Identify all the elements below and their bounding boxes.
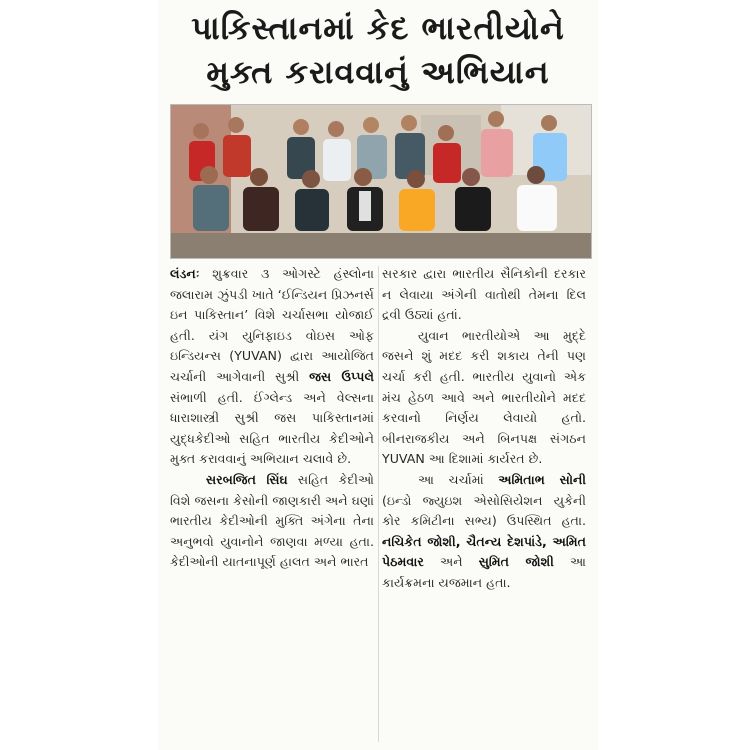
- headline: [158, 6, 598, 94]
- person-name-amitabh-soni: અમિતાભ સોની: [498, 471, 586, 487]
- person-name-sarabjit: સરબજિત સિંઘ: [206, 471, 288, 487]
- dateline: લંડનઃ: [170, 266, 200, 281]
- person-name-sumit-joshi: સુમિત જોશી: [478, 554, 554, 570]
- paragraph-5-text-d: આ કાર્યક્રમના યજમાન હતા.: [382, 554, 586, 590]
- person-name-jas-uppal: જસ ઉપ્પલે: [309, 368, 374, 384]
- headline-line-1: પાકિસ્તાનમાં કેદ ભારતીયોને: [191, 9, 565, 47]
- paragraph-2-text: સહિત કેદીઓ વિશે જસના કેસોની જાણકારી અને ઘણાં ભારતીય કેદીઓની મુક્તિ અંગેના તેના અનુભવો યુવાનોને જાણવા મળ્યા હતા. કેદીઓની યાતનાપૂર્ણ હાલત અને ભારત: [170, 471, 374, 570]
- article-column-right: [382, 264, 586, 594]
- person-names-hosts: નચિકેત જોશી, ચૈતન્ય દેશપાંડે, અમિત પેઠમવાર: [382, 533, 586, 570]
- group-photo: [170, 104, 592, 259]
- paragraph-2: [170, 470, 374, 573]
- paragraph-1-text-b: સંભાળી હતી. ઈંગ્લેન્ડ અને વેલ્સના ધારાશાસ્ત્રી સુશ્રી જસ પાકિસ્તાનમાં યુદ્ધકેદીઓ સહિત ભારતીય કેદીઓને મુક્ત કરાવવાનું અભિયાન ચલાવે છે.: [170, 389, 374, 467]
- paragraph-3: સરકાર દ્વારા ભારતીય સૈનિકોની દરકાર ન લેવાયા અંગેની વાતોથી તેમના દિલ દ્રવી ઉઠ્યાં હતાં.: [382, 266, 586, 323]
- paragraph-1-text-a: શુક્રવાર ૩ ઓગસ્ટે હંસ્લોના જલારામ ઝુંપડી ખાતે ‘ઈન્ડિયન પ્રિઝનર્સ ઇન પાકિસ્તાન’ વિશે ચર્ચાસભા યોજાઈ હતી. યંગ યુનિફાઇડ વોઇસ ઓફ ઇન્ડિયન્સ (YUVAN) દ્વારા આયોજિત ચર્ચાની આગેવાની સુશ્રી: [170, 266, 374, 384]
- paragraph-4: યુવાન ભારતીયોએ આ મુદ્દે જસને શું મદદ કરી શકાય તેની પણ ચર્ચા કરી હતી. ભારતીય યુવાનો એક મંચ હેઠળ આવે અને ભારતીયોને મદદ કરવાનો નિર્ણય લેવાયો હતો. બીનરાજકીય અને બિનપક્ષ સંગઠન YUVAN આ દિશામાં કાર્યરત છે.: [382, 327, 586, 467]
- paragraph-5-text-b: (ઇન્ડો જ્યુઇશ એસોસિયેશન યુકેની કોર કમિટીના સભ્ય) ઉપસ્થિત હતા.: [382, 492, 586, 529]
- newspaper-clipping: [158, 0, 598, 750]
- group-photo-illustration: [171, 105, 591, 258]
- article-column-left: [170, 264, 374, 573]
- headline-line-2: મુક્ત કરાવવાનું અભિયાન: [206, 53, 550, 91]
- paragraph-5: [382, 470, 586, 594]
- paragraph-1: [170, 264, 374, 470]
- paragraph-5-text-c: અને: [423, 554, 479, 570]
- paragraph-5-text-a: આ ચર્ચામાં: [418, 471, 499, 487]
- column-divider: [378, 266, 379, 742]
